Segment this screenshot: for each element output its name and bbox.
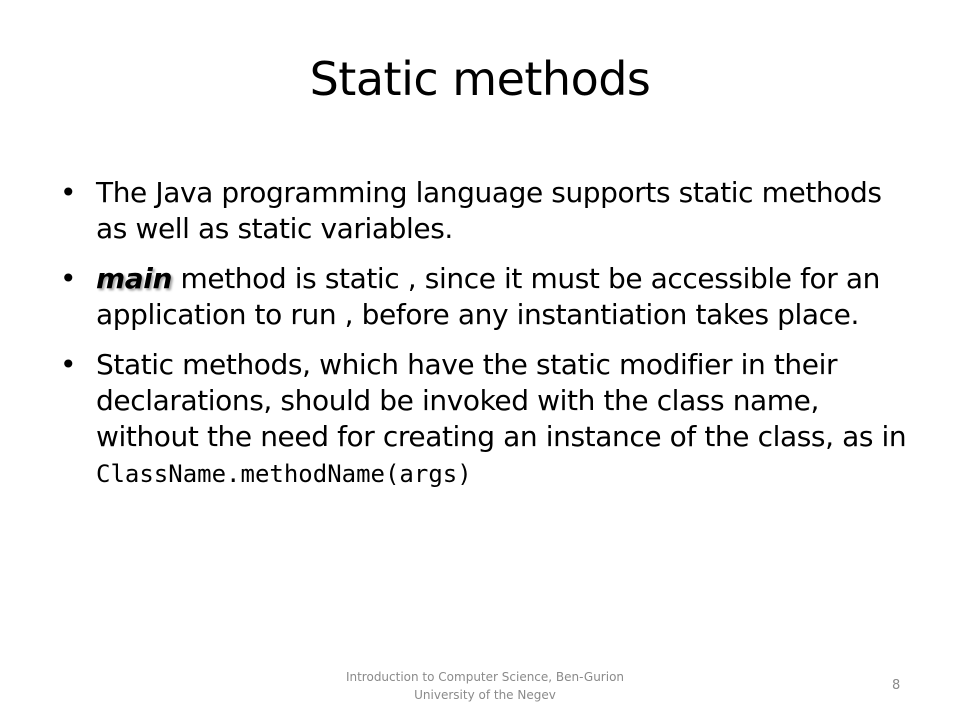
bullet-item-java-static — [60, 175, 910, 247]
bullet-icon: • — [60, 176, 77, 209]
slide-title: Static methods — [309, 52, 651, 106]
bullet-icon: • — [60, 262, 77, 295]
bullet-item-invocation — [60, 347, 910, 492]
page-number: 8 — [892, 678, 901, 693]
code-snippet: ClassName.methodName(args) — [96, 460, 472, 488]
bullet-text: method is static , since it must be accessible for an application to run , before any instantiation takes place. — [96, 262, 880, 331]
bullet-item-main-method — [60, 261, 910, 333]
bullet-icon: • — [60, 348, 77, 381]
bullet-list — [60, 175, 910, 506]
bullet-text: The Java programming language supports static methods as well as static variables. — [96, 176, 882, 245]
slide-footer: Introduction to Computer Science, Ben-Gurion University of the Negev — [345, 670, 625, 702]
bullet-text: Static methods, which have the static modifier in their declarations, should be invoked with the class name, without the need for creating an instance of the class, as in — [96, 348, 907, 453]
main-keyword: main — [96, 262, 173, 295]
